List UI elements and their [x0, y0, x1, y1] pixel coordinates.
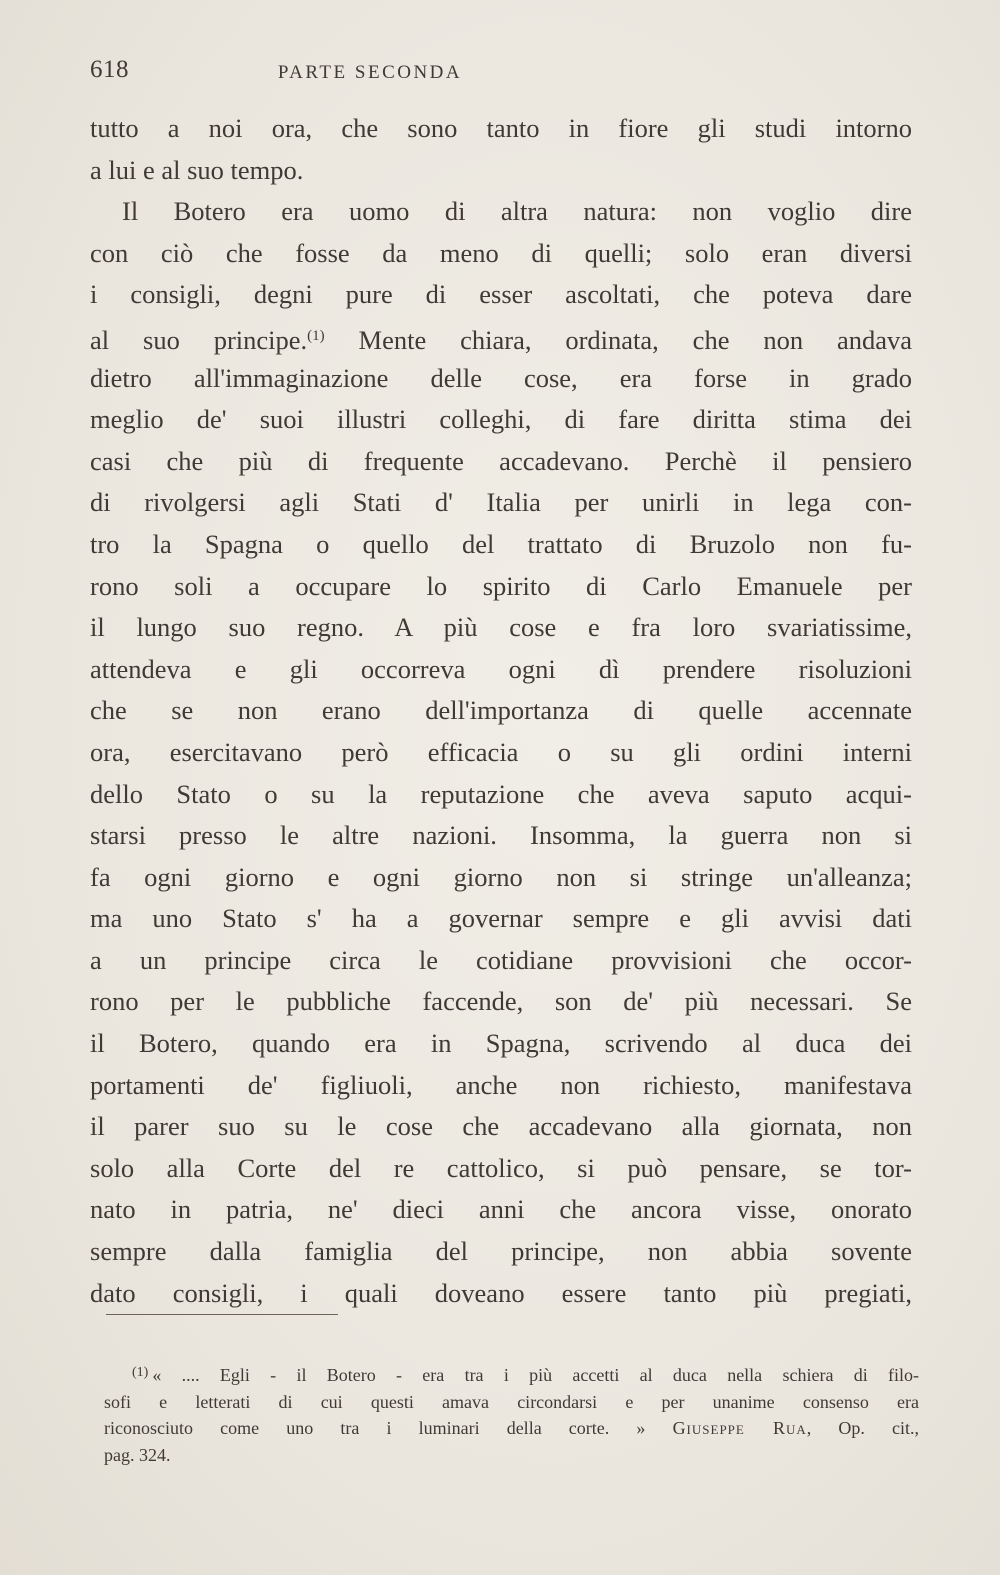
text-line: a un principe circa le cotidiane provvisioni che occor- [90, 944, 912, 975]
text-line: il lungo suo regno. A più cose e fra loro svariatissime, [90, 612, 912, 643]
footnote-line [104, 1360, 919, 1389]
footnote-line: pag. 324. [104, 1444, 171, 1465]
text-line: di rivolgersi agli Stati d' Italia per unirli in lega con- [90, 487, 912, 518]
text-line: Il Botero era uomo di altra natura: non voglio dire [122, 196, 912, 227]
text-line: attendeva e gli occorreva ogni dì prendere risoluzioni [90, 653, 912, 684]
text-line: che se non erano dell'importanza di quelle accennate [90, 695, 912, 726]
footnote-citation: , Op. cit., [806, 1418, 920, 1438]
text-segment: al suo principe. [90, 324, 308, 355]
text-line: casi che più di frequente accadevano. Perchè il pensiero [90, 445, 912, 476]
footnote-marker: (1) [132, 1365, 149, 1380]
text-line: a lui e al suo tempo. [90, 154, 304, 185]
text-line: nato in patria, ne' dieci anni che ancora visse, onorato [90, 1194, 912, 1225]
text-line: ora, esercitavano però efficacia o su gli ordini interni [90, 736, 912, 767]
text-line: tro la Spagna o quello del trattato di Bruzolo non fu- [90, 528, 912, 559]
text-line: meglio de' suoi illustri colleghi, di fare diritta stima dei [90, 404, 912, 435]
footnote-line: sofi e letterati di cui questi amava circondarsi e per unanime consenso era [104, 1391, 919, 1412]
footnotes [104, 1360, 919, 1468]
running-head: PARTE SECONDA [277, 62, 463, 83]
text-line: rono per le pubbliche faccende, son de' più necessari. Se [90, 986, 912, 1017]
text-line: il parer suo su le cose che accadevano alla giornata, non [90, 1111, 912, 1142]
body-text [90, 108, 912, 1314]
footnote-divider [106, 1314, 338, 1315]
text-line: rono soli a occupare lo spirito di Carlo Emanuele per [90, 570, 912, 601]
footnote-text: riconosciuto come uno tra i luminari della corte. » [104, 1418, 646, 1438]
text-line: starsi presso le altre nazioni. Insomma, la guerra non si [90, 820, 912, 851]
footnote-line [104, 1415, 919, 1442]
text-line: portamenti de' figliuoli, anche non richiesto, manifestava [90, 1069, 912, 1100]
text-line: tutto a noi ora, che sono tanto in fiore gli studi intorno [90, 113, 912, 143]
text-line: ma uno Stato s' ha a governar sempre e gli avvisi dati [90, 903, 912, 934]
text-line: dato consigli, i quali doveano essere tanto più pregiati, [90, 1277, 912, 1308]
footnote-reference: (1) [307, 327, 325, 344]
footnote-text: « .... Egli - il Botero - era tra i più accetti al duca nella schiera di filo- [152, 1365, 919, 1385]
text-line: dello Stato o su la reputazione che aveva saputo acqui- [90, 778, 912, 809]
text-line-with-footnote-ref [90, 316, 912, 358]
page-number: 618 [90, 56, 129, 83]
text-line: il Botero, quando era in Spagna, scrivendo al duca dei [90, 1028, 912, 1059]
text-line: sempre dalla famiglia del principe, non abbia sovente [90, 1236, 912, 1267]
text-line: solo alla Corte del re cattolico, si può pensare, se tor- [90, 1152, 912, 1183]
footnote-author: Giuseppe Rua [672, 1418, 807, 1438]
text-line: i consigli, degni pure di esser ascoltati, che poteva dare [90, 279, 912, 310]
text-line: dietro all'immaginazione delle cose, era forse in grado [90, 362, 912, 393]
text-segment: Mente chiara, ordinata, che non andava [358, 324, 913, 355]
text-line: con ciò che fosse da meno di quelli; solo eran diversi [90, 237, 912, 268]
text-line: fa ogni giorno e ogni giorno non si stringe un'alleanza; [90, 861, 912, 892]
page-header [90, 56, 910, 96]
